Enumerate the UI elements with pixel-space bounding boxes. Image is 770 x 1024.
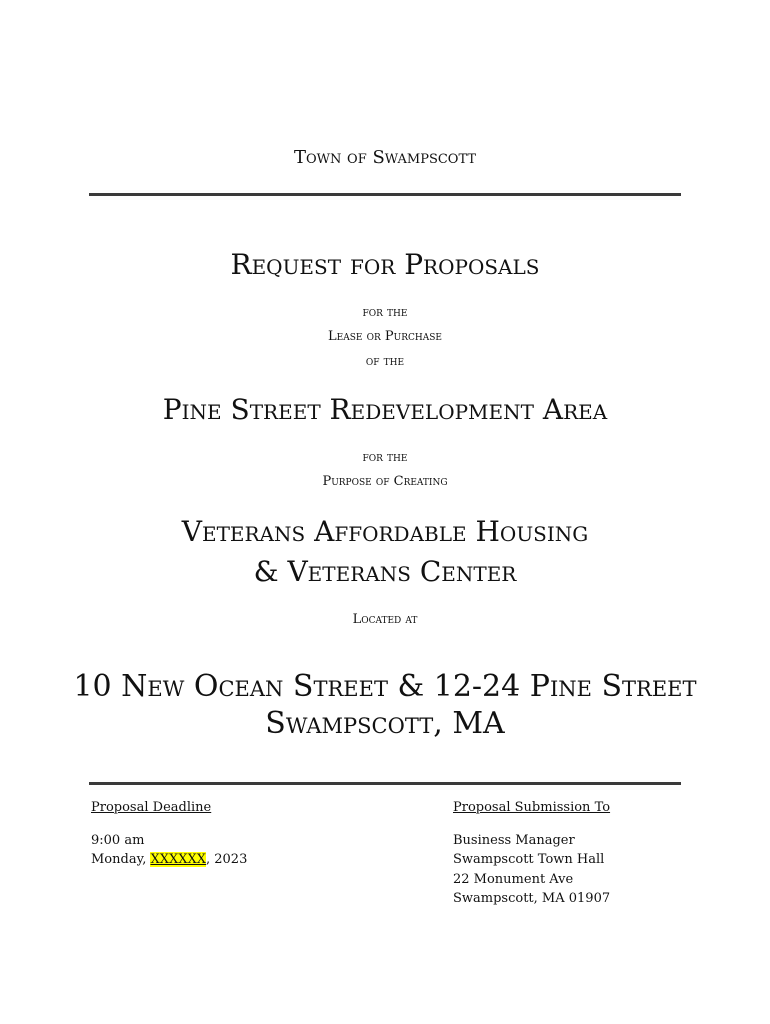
town-name: Town of Swampscott xyxy=(293,147,477,168)
veterans-title-line2: & Veterans Center xyxy=(253,555,517,588)
address-line1: 10 New Ocean Street & 12-24 Pine Street xyxy=(73,669,697,704)
submission-line-street: 22 Monument Ave xyxy=(453,871,574,887)
deadline-date xyxy=(91,850,247,870)
located-at-label: Located at xyxy=(352,612,418,627)
proposal-submission-heading: Proposal Submission To xyxy=(453,800,611,815)
top-divider xyxy=(89,193,681,196)
proposal-deadline-block xyxy=(91,798,247,870)
submission-line-city: Swampscott, MA 01907 xyxy=(453,891,611,906)
deadline-time: 9:00 am xyxy=(91,832,145,848)
proposal-submission-block xyxy=(453,798,610,909)
deadline-date-suffix: , 2023 xyxy=(206,852,248,867)
area-title: Pine Street Redevelopment Area xyxy=(162,393,608,426)
deadline-date-placeholder: XXXXXX xyxy=(150,852,206,867)
deadline-date-prefix: Monday, xyxy=(91,852,151,867)
for-the-label: for the xyxy=(362,305,408,320)
of-the-label: of the xyxy=(365,354,405,369)
document-title: Request for Proposals xyxy=(230,248,540,281)
submission-line-building: Swampscott Town Hall xyxy=(453,852,605,867)
purpose-label: Purpose of Creating xyxy=(322,474,448,489)
for-the-label-2: for the xyxy=(362,450,408,465)
address-line2: Swampscott, MA xyxy=(265,706,505,741)
lease-or-purchase-label: Lease or Purchase xyxy=(328,329,442,344)
proposal-deadline-heading: Proposal Deadline xyxy=(91,800,212,815)
veterans-title-line1: Veterans Affordable Housing xyxy=(181,515,589,548)
bottom-divider xyxy=(89,782,681,785)
submission-line-recipient: Business Manager xyxy=(453,832,575,848)
